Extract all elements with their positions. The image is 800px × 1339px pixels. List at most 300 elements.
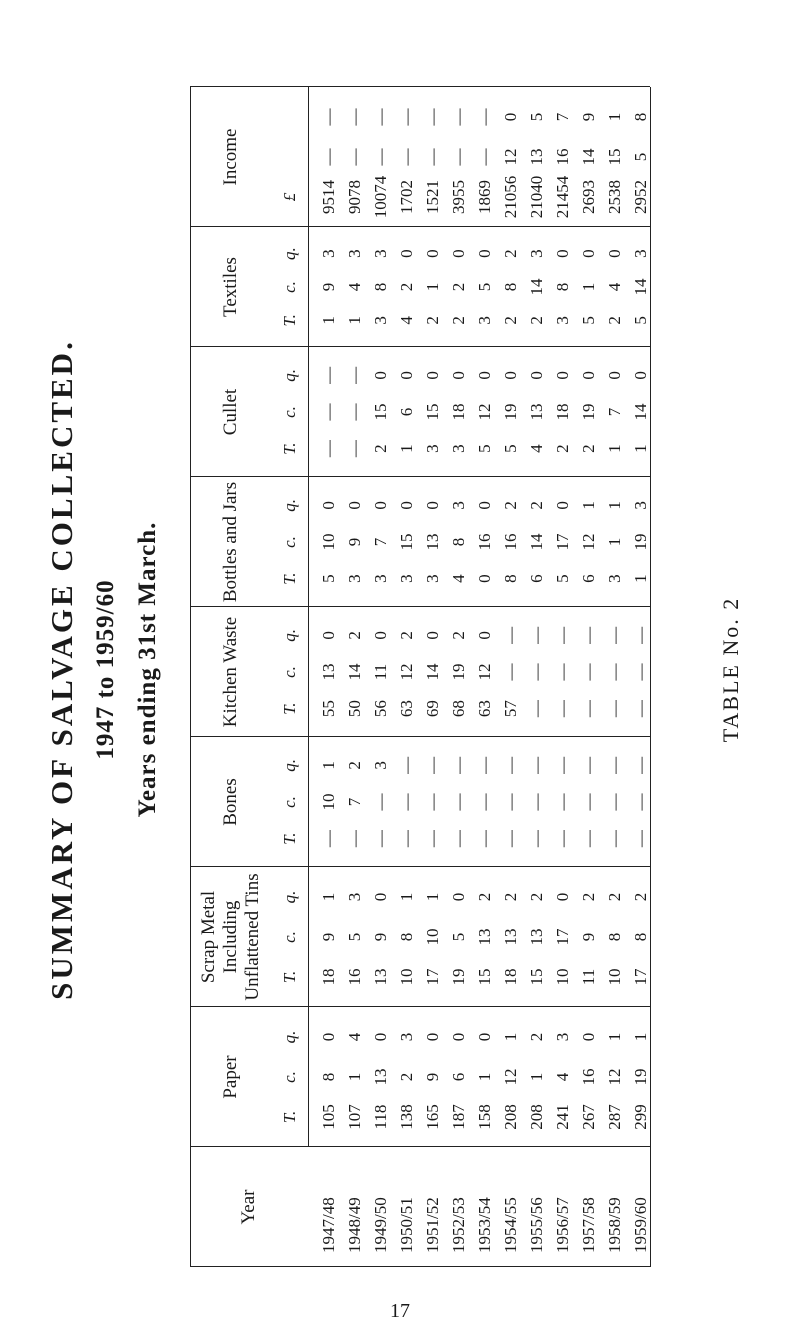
table-cell: 6 bbox=[527, 574, 546, 583]
table-cell: 6 bbox=[449, 1072, 468, 1082]
col-header-cullet: Cullet bbox=[220, 388, 241, 436]
table-cell: 2 bbox=[345, 761, 364, 770]
table-cell: 0 bbox=[605, 371, 624, 380]
table-cell: 17 bbox=[553, 928, 572, 946]
table-cell: 1 bbox=[605, 1032, 624, 1042]
table-cell: 63 bbox=[475, 700, 494, 718]
table-cell: 5 bbox=[631, 152, 650, 162]
table-cell: 0 bbox=[449, 249, 468, 258]
table-cell: 14 bbox=[527, 278, 546, 296]
table-cell: 2 bbox=[527, 501, 546, 510]
table-cell: 8 bbox=[449, 537, 468, 547]
table-cell: 8 bbox=[631, 112, 650, 122]
table-cell: 0 bbox=[527, 371, 546, 380]
table-cell: — bbox=[449, 830, 468, 848]
table-cell: 1 bbox=[319, 316, 338, 325]
table-cell: 3 bbox=[631, 501, 650, 510]
table-cell: 8 bbox=[553, 282, 572, 292]
table-cell: 3 bbox=[553, 316, 572, 325]
table-cell: — bbox=[475, 148, 494, 166]
table-cell: — bbox=[605, 663, 624, 681]
col-divider bbox=[190, 86, 650, 87]
table-cell: 2 bbox=[501, 249, 520, 258]
table-cell: — bbox=[579, 626, 598, 644]
table-cell: 1 bbox=[319, 761, 338, 770]
table-cell: 0 bbox=[371, 1032, 390, 1042]
table-cell: — bbox=[579, 663, 598, 681]
table-cell: — bbox=[501, 663, 520, 681]
col-header-income: Income bbox=[220, 128, 241, 186]
table-cell: 18 bbox=[553, 403, 572, 421]
table-cell: 15 bbox=[397, 533, 416, 551]
table-cell: — bbox=[397, 756, 416, 774]
table-cell: 19 bbox=[501, 403, 520, 421]
table-cell: 2 bbox=[605, 316, 624, 325]
table-cell: — bbox=[475, 830, 494, 848]
table-cell: 12 bbox=[475, 663, 494, 681]
table-cell: 4 bbox=[345, 282, 364, 292]
table-cell: 4 bbox=[553, 1072, 572, 1082]
table-cell: 208 bbox=[501, 1104, 520, 1130]
table-cell: 12 bbox=[579, 533, 598, 551]
col-header-textiles: Textiles bbox=[220, 257, 241, 317]
table-cell: 17 bbox=[553, 533, 572, 551]
table-cell: 12 bbox=[501, 148, 520, 166]
table-cell: 15 bbox=[475, 968, 494, 986]
table-cell: 63 bbox=[397, 700, 416, 718]
table-cell: — bbox=[527, 830, 546, 848]
table-cell: 0 bbox=[423, 1032, 442, 1042]
table-cell: 13 bbox=[527, 928, 546, 946]
table-cell: — bbox=[579, 700, 598, 718]
table-cell: 2 bbox=[397, 631, 416, 640]
year-cell: 1949/50 bbox=[371, 1197, 390, 1253]
table-cell: 13 bbox=[371, 1068, 390, 1086]
table-cell: — bbox=[527, 663, 546, 681]
table-cell: 13 bbox=[475, 928, 494, 946]
table-cell: — bbox=[345, 403, 364, 421]
unit-paper-0: T. bbox=[280, 1110, 299, 1124]
table-cell: 3 bbox=[345, 574, 364, 583]
table-cell: 0 bbox=[579, 371, 598, 380]
table-cell: 1 bbox=[501, 1032, 520, 1042]
table-cell: 2 bbox=[501, 892, 520, 902]
table-cell: — bbox=[501, 626, 520, 644]
unit-textiles-1: c. bbox=[280, 281, 299, 293]
table-cell: 9 bbox=[579, 932, 598, 942]
table-cell: 2 bbox=[527, 892, 546, 902]
table-cell: 2 bbox=[631, 892, 650, 902]
table-cell: — bbox=[631, 793, 650, 811]
table-cell: 12 bbox=[501, 1068, 520, 1086]
table-cell: 1 bbox=[605, 444, 624, 453]
table-cell: 50 bbox=[345, 700, 364, 718]
table-cell: — bbox=[553, 830, 572, 848]
table-cell: 241 bbox=[553, 1104, 572, 1130]
table-cell: 9078 bbox=[345, 180, 364, 214]
table-cell: 0 bbox=[371, 371, 390, 380]
col-header-bottles: Bottles and Jars bbox=[220, 481, 241, 603]
unit-paper-1: c. bbox=[280, 1071, 299, 1083]
table-cell: 9 bbox=[319, 282, 338, 292]
table-cell: — bbox=[449, 108, 468, 126]
table-cell: 18 bbox=[501, 968, 520, 986]
table-cell: 13 bbox=[501, 928, 520, 946]
table-cell: 118 bbox=[371, 1104, 390, 1130]
col-header-kitchen: Kitchen Waste bbox=[220, 616, 241, 728]
table-cell: 15 bbox=[605, 148, 624, 166]
col-header-year: Year bbox=[238, 1189, 259, 1225]
table-cell: 18 bbox=[449, 403, 468, 421]
unit-scrap-2: q. bbox=[280, 890, 299, 904]
table-cell: 0 bbox=[475, 249, 494, 258]
table-cell: — bbox=[605, 626, 624, 644]
table-cell: 0 bbox=[371, 501, 390, 510]
table-cell: — bbox=[579, 756, 598, 774]
table-cell: 1 bbox=[579, 501, 598, 510]
table-cell: 10 bbox=[319, 793, 338, 811]
table-cell: 287 bbox=[605, 1104, 624, 1130]
table-cell: 0 bbox=[475, 501, 494, 510]
table-cell: — bbox=[631, 830, 650, 848]
table-cell: 19 bbox=[449, 968, 468, 986]
table-cell: 6 bbox=[579, 574, 598, 583]
table-cell: 15 bbox=[527, 968, 546, 986]
unit-bottles-1: c. bbox=[280, 536, 299, 548]
table-cell: 14 bbox=[527, 533, 546, 551]
table-cell: 11 bbox=[371, 663, 390, 681]
table-cell: 2 bbox=[501, 316, 520, 325]
table-cell: 1 bbox=[475, 1072, 494, 1082]
table-cell: 19 bbox=[631, 533, 650, 551]
table-cell: 2 bbox=[449, 631, 468, 640]
table-cell: 68 bbox=[449, 700, 468, 718]
table-cell: 1 bbox=[319, 892, 338, 902]
table-cell: 3 bbox=[527, 249, 546, 258]
table-cell: 14 bbox=[631, 403, 650, 421]
unit-kitchen-2: q. bbox=[280, 628, 299, 642]
table-cell: 10 bbox=[319, 533, 338, 551]
table-cell: 2693 bbox=[579, 180, 598, 214]
table-cell: 2 bbox=[475, 892, 494, 902]
table-cell: 15 bbox=[371, 403, 390, 421]
table-cell: — bbox=[345, 148, 364, 166]
table-cell: 2538 bbox=[605, 180, 624, 214]
table-cell: 19 bbox=[449, 663, 468, 681]
table-cell: — bbox=[397, 830, 416, 848]
table-cell: 9 bbox=[579, 112, 598, 122]
unit-scrap-0: T. bbox=[280, 970, 299, 984]
table-cell: 1521 bbox=[423, 180, 442, 214]
table-cell: — bbox=[631, 756, 650, 774]
table-cell: 1 bbox=[345, 316, 364, 325]
table-cell: 0 bbox=[553, 892, 572, 902]
table-cell: 5 bbox=[631, 316, 650, 325]
table-cell: 7 bbox=[371, 537, 390, 547]
table-cell: — bbox=[345, 366, 364, 384]
col-header-scrap: Scrap Metal Including Unflattened Tins bbox=[198, 873, 263, 1001]
table-cell: 3 bbox=[423, 574, 442, 583]
table-cell: 2 bbox=[397, 1072, 416, 1082]
table-cell: — bbox=[345, 440, 364, 458]
table-cell: — bbox=[501, 793, 520, 811]
table-cell: 3 bbox=[371, 249, 390, 258]
table-cell: 13 bbox=[371, 968, 390, 986]
table-cell: 8 bbox=[501, 574, 520, 583]
table-cell: 1 bbox=[579, 282, 598, 292]
table-cell: 0 bbox=[605, 249, 624, 258]
table-cell: 2 bbox=[371, 444, 390, 453]
table-cell: 158 bbox=[475, 1104, 494, 1130]
table-cell: — bbox=[449, 756, 468, 774]
table-cell: 9 bbox=[423, 1072, 442, 1082]
table-cell: 1 bbox=[527, 1072, 546, 1082]
table-cell: — bbox=[605, 793, 624, 811]
table-cell: 17 bbox=[423, 968, 442, 986]
table-cell: 5 bbox=[449, 932, 468, 942]
page-number: 17 bbox=[390, 1300, 410, 1322]
table-cell: — bbox=[605, 830, 624, 848]
table-cell: 0 bbox=[371, 631, 390, 640]
table-cell: 0 bbox=[397, 501, 416, 510]
unit-cullet-2: q. bbox=[280, 368, 299, 382]
table-cell: 16 bbox=[475, 533, 494, 551]
table-cell: 0 bbox=[397, 371, 416, 380]
table-cell: 4 bbox=[397, 316, 416, 325]
table-cell: 17 bbox=[631, 968, 650, 986]
table-cell: 4 bbox=[527, 444, 546, 453]
unit-cullet-0: T. bbox=[280, 442, 299, 455]
table-cell: — bbox=[319, 403, 338, 421]
table-cell: 1 bbox=[605, 112, 624, 122]
table-cell: 16 bbox=[579, 1068, 598, 1086]
table-cell: 0 bbox=[475, 631, 494, 640]
table-cell: 165 bbox=[423, 1104, 442, 1130]
table-cell: 10 bbox=[423, 928, 442, 946]
unit-textiles-2: q. bbox=[280, 247, 299, 261]
table-cell: 13 bbox=[423, 533, 442, 551]
table-cell: — bbox=[423, 830, 442, 848]
table-cell: 2 bbox=[579, 444, 598, 453]
table-cell: 299 bbox=[631, 1104, 650, 1130]
table-cell: 19 bbox=[631, 1068, 650, 1086]
table-cell: 12 bbox=[605, 1068, 624, 1086]
table-cell: 0 bbox=[319, 501, 338, 510]
table-cell: 10 bbox=[553, 968, 572, 986]
table-cell: — bbox=[553, 700, 572, 718]
table-cell: 0 bbox=[553, 501, 572, 510]
table-cell: 0 bbox=[345, 501, 364, 510]
unit-bottles-0: T. bbox=[280, 572, 299, 585]
table-cell: 16 bbox=[553, 148, 572, 166]
table-cell: 0 bbox=[579, 1032, 598, 1042]
table-cell: — bbox=[553, 663, 572, 681]
table-cell: 3 bbox=[449, 444, 468, 453]
table-cell: 5 bbox=[475, 282, 494, 292]
table-cell: 2 bbox=[449, 316, 468, 325]
table-cell: 5 bbox=[527, 112, 546, 122]
table-cell: 0 bbox=[501, 371, 520, 380]
table-cell: 0 bbox=[553, 249, 572, 258]
table-cell: 7 bbox=[553, 112, 572, 122]
table-cell: 138 bbox=[397, 1104, 416, 1130]
table-cell: 3 bbox=[449, 501, 468, 510]
unit-bones-1: c. bbox=[280, 796, 299, 808]
table-cell: 8 bbox=[397, 932, 416, 942]
table-cell: 3955 bbox=[449, 180, 468, 214]
table-cell: 1 bbox=[631, 1032, 650, 1042]
table-cell: 2 bbox=[423, 316, 442, 325]
table-cell: 13 bbox=[319, 663, 338, 681]
year-cell: 1956/57 bbox=[553, 1197, 572, 1253]
table-cell: 0 bbox=[449, 892, 468, 902]
year-cell: 1957/58 bbox=[579, 1197, 598, 1253]
page-subtitle-years: Years ending 31st March. bbox=[134, 521, 161, 818]
table-cell: — bbox=[527, 700, 546, 718]
table-cell: 3 bbox=[631, 249, 650, 258]
table-cell: — bbox=[527, 793, 546, 811]
table-cell: — bbox=[371, 148, 390, 166]
table-cell: — bbox=[475, 756, 494, 774]
table-cell: — bbox=[579, 793, 598, 811]
table-cell: 0 bbox=[449, 1032, 468, 1042]
year-cell: 1959/60 bbox=[631, 1197, 650, 1253]
table-cell: 3 bbox=[397, 1032, 416, 1042]
table-cell: — bbox=[579, 830, 598, 848]
unit-scrap-1: c. bbox=[280, 931, 299, 943]
table-cell: 8 bbox=[605, 932, 624, 942]
table-cell: 16 bbox=[345, 968, 364, 986]
table-cell: 2 bbox=[397, 282, 416, 292]
table-cell: — bbox=[319, 108, 338, 126]
table-cell: — bbox=[345, 830, 364, 848]
table-cell: 16 bbox=[501, 533, 520, 551]
salvage-table bbox=[190, 87, 650, 1267]
table-cell: 0 bbox=[371, 892, 390, 902]
table-cell: 8 bbox=[631, 932, 650, 942]
year-cell: 1958/59 bbox=[605, 1197, 624, 1253]
table-cell: 8 bbox=[319, 1072, 338, 1082]
table-cell: 2 bbox=[345, 631, 364, 640]
table-cell: 57 bbox=[501, 700, 520, 718]
table-cell: 0 bbox=[319, 631, 338, 640]
table-cell: 12 bbox=[397, 663, 416, 681]
year-cell: 1948/49 bbox=[345, 1197, 364, 1253]
table-cell: 1 bbox=[397, 444, 416, 453]
table-cell: 2 bbox=[579, 892, 598, 902]
table-cell: 11 bbox=[579, 968, 598, 986]
table-cell: — bbox=[631, 626, 650, 644]
table-cell: 9514 bbox=[319, 180, 338, 214]
unit-bones-0: T. bbox=[280, 832, 299, 845]
table-cell: 0 bbox=[319, 1032, 338, 1042]
table-cell: — bbox=[319, 440, 338, 458]
table-cell: 1702 bbox=[397, 180, 416, 214]
table-cell: 5 bbox=[579, 316, 598, 325]
year-cell: 1953/54 bbox=[475, 1197, 494, 1253]
table-cell: — bbox=[319, 366, 338, 384]
table-cell: — bbox=[527, 756, 546, 774]
table-cell: 3 bbox=[319, 249, 338, 258]
table-cell: 2 bbox=[501, 501, 520, 510]
table-cell: 1 bbox=[397, 892, 416, 902]
table-cell: 1 bbox=[605, 501, 624, 510]
table-cell: 107 bbox=[345, 1104, 364, 1130]
table-cell: 55 bbox=[319, 700, 338, 718]
table-cell: 21056 bbox=[501, 175, 520, 219]
table-cell: 0 bbox=[631, 371, 650, 380]
unit-bottles-2: q. bbox=[280, 498, 299, 512]
table-cell: 1 bbox=[423, 892, 442, 902]
table-cell: 19 bbox=[579, 403, 598, 421]
table-cell: — bbox=[397, 148, 416, 166]
table-cell: 6 bbox=[397, 407, 416, 417]
table-cell: 2 bbox=[605, 892, 624, 902]
table-cell: — bbox=[631, 663, 650, 681]
table-cell: 2 bbox=[527, 316, 546, 325]
table-cell: 21040 bbox=[527, 175, 546, 219]
table-cell: 267 bbox=[579, 1104, 598, 1130]
table-cell: — bbox=[449, 793, 468, 811]
table-cell: 1 bbox=[423, 282, 442, 292]
col-header-bones: Bones bbox=[220, 778, 241, 826]
table-cell: 8 bbox=[501, 282, 520, 292]
unit-bones-2: q. bbox=[280, 758, 299, 772]
table-cell: 0 bbox=[475, 574, 494, 583]
table-cell: 3 bbox=[371, 316, 390, 325]
year-cell: 1950/51 bbox=[397, 1197, 416, 1253]
table-cell: 18 bbox=[319, 968, 338, 986]
table-cell: 7 bbox=[605, 407, 624, 417]
table-cell: 0 bbox=[501, 112, 520, 122]
table-cell: 13 bbox=[527, 403, 546, 421]
table-cell: — bbox=[371, 108, 390, 126]
table-number-label: TABLE No. 2 bbox=[718, 596, 743, 743]
table-cell: 5 bbox=[319, 574, 338, 583]
year-cell: 1954/55 bbox=[501, 1197, 520, 1253]
table-cell: 0 bbox=[423, 249, 442, 258]
table-cell: 4 bbox=[449, 574, 468, 583]
table-cell: — bbox=[319, 830, 338, 848]
table-cell: — bbox=[475, 108, 494, 126]
table-cell: 208 bbox=[527, 1104, 546, 1130]
table-cell: 2 bbox=[527, 1032, 546, 1042]
table-cell: 0 bbox=[475, 371, 494, 380]
table-cell: 3 bbox=[475, 316, 494, 325]
table-cell: 14 bbox=[579, 148, 598, 166]
table-cell: 21454 bbox=[553, 175, 572, 219]
table-cell: — bbox=[397, 793, 416, 811]
table-cell: 0 bbox=[449, 371, 468, 380]
table-cell: 2952 bbox=[631, 180, 650, 214]
table-cell: 3 bbox=[605, 574, 624, 583]
table-cell: — bbox=[371, 793, 390, 811]
table-cell: — bbox=[527, 626, 546, 644]
year-cell: 1952/53 bbox=[449, 1197, 468, 1253]
table-cell: 2 bbox=[553, 444, 572, 453]
table-cell: — bbox=[553, 793, 572, 811]
unit-cullet-1: c. bbox=[280, 406, 299, 418]
page-title: SUMMARY OF SALVAGE COLLECTED. bbox=[44, 339, 79, 1000]
table-cell: — bbox=[397, 108, 416, 126]
table-cell: 4 bbox=[605, 282, 624, 292]
table-cell: — bbox=[423, 756, 442, 774]
table-cell: 1 bbox=[631, 444, 650, 453]
table-cell: 12 bbox=[475, 403, 494, 421]
table-cell: 4 bbox=[345, 1032, 364, 1042]
table-cell: 3 bbox=[397, 574, 416, 583]
table-cell: 1 bbox=[605, 537, 624, 547]
